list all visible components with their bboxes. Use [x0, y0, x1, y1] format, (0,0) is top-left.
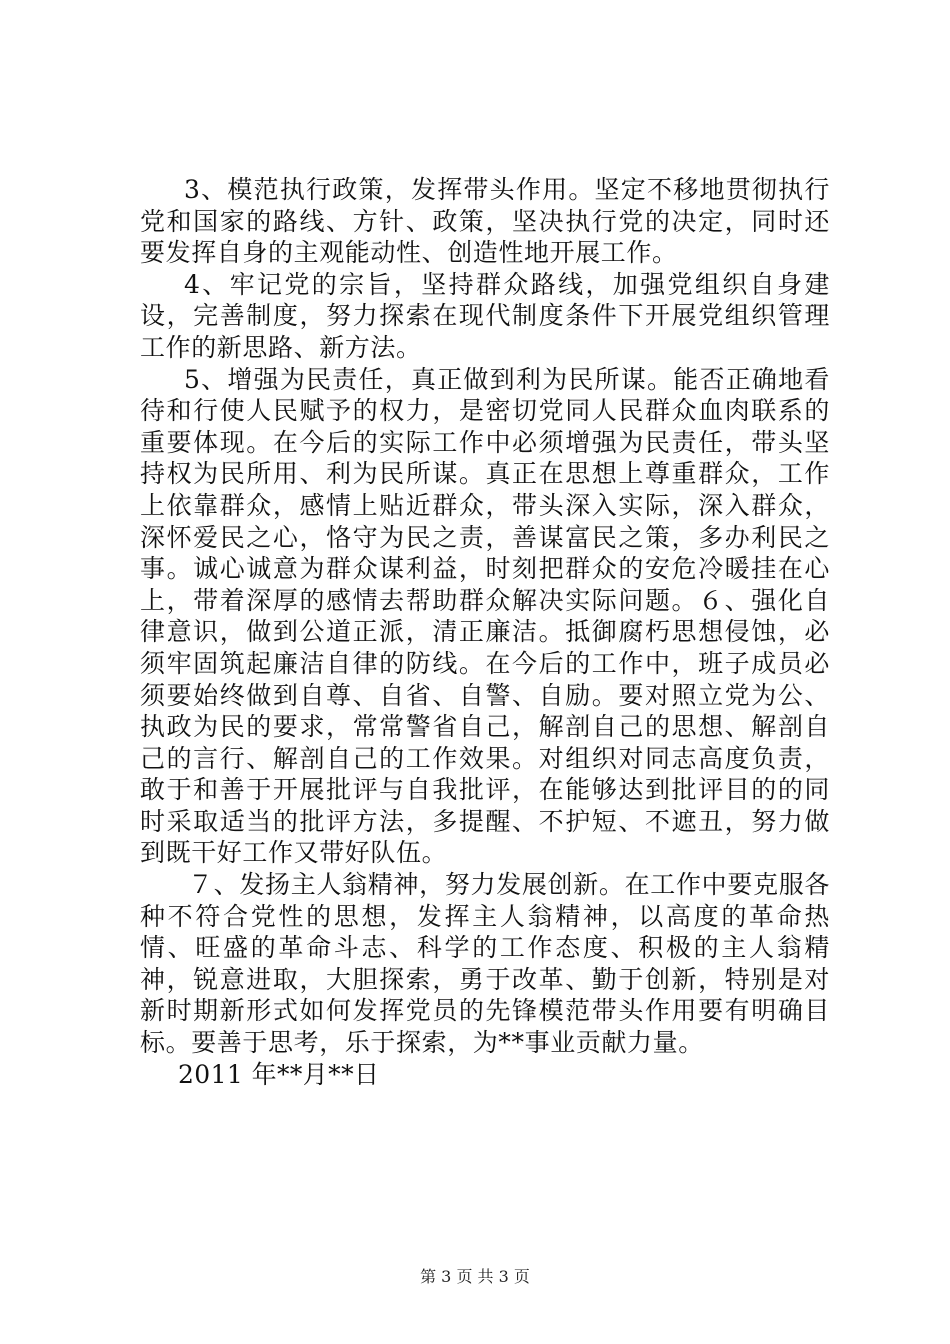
document-body: [140, 174, 830, 1090]
paragraph-item-5-6: 5、增强为民责任，真正做到利为民所谋。能否正确地看待和行使人民赋予的权力，是密切党同人民群众血肉联系的重要体现。在今后的实际工作中必须增强为民责任，带头坚持权为民所用、利为民所谋。真正在思想上尊重群众，工作上依靠群众，感情上贴近群众，带头深入实际，深入群众，深怀爱民之心，恪守为民之责，善谋富民之策，多办利民之事。诚心诚意为群众谋利益，时刻把群众的安危冷暖挂在心上，带着深厚的感情去帮助群众解决实际问题。６、强化自律意识，做到公道正派，清正廉洁。抵御腐朽思想侵蚀，必须牢固筑起廉洁自律的防线。在今后的工作中，班子成员必须要始终做到自尊、自省、自警、自励。要对照立党为公、执政为民的要求，常常警省自己，解剖自己的思想、解剖自己的言行、解剖自己的工作效果。对组织对同志高度负责，敢于和善于开展批评与自我批评，在能够达到批评目的的同时采取适当的批评方法，多提醒、不护短、不遮丑，努力做到既干好工作又带好队伍。: [140, 364, 830, 868]
paragraph-item-4: 4、牢记党的宗旨，坚持群众路线，加强党组织自身建设，完善制度，努力探索在现代制度条件下开展党组织管理工作的新思路、新方法。: [140, 269, 830, 362]
page-footer: 第 3 页 共 3 页: [420, 1267, 530, 1286]
paragraph-item-3: 3、模范执行政策，发挥带头作用。坚定不移地贯彻执行党和国家的路线、方针、政策，坚决执行党的决定，同时还要发挥自身的主观能动性、创造性地开展工作。: [140, 175, 830, 268]
paragraph-item-7: ７、发扬主人翁精神，努力发展创新。在工作中要克服各种不符合党性的思想，发挥主人翁精神，以高度的革命热情、旺盛的革命斗志、科学的工作态度、积极的主人翁精神，锐意进取，大胆探索，勇于改革、勤于创新，特别是对新时期新形式如何发挥党员的先锋模范带头作用要有明确目标。要善于思考，乐于探索，为**事业贡献力量。: [140, 870, 830, 1058]
document-date: 2011 年**月**日: [178, 1059, 380, 1089]
